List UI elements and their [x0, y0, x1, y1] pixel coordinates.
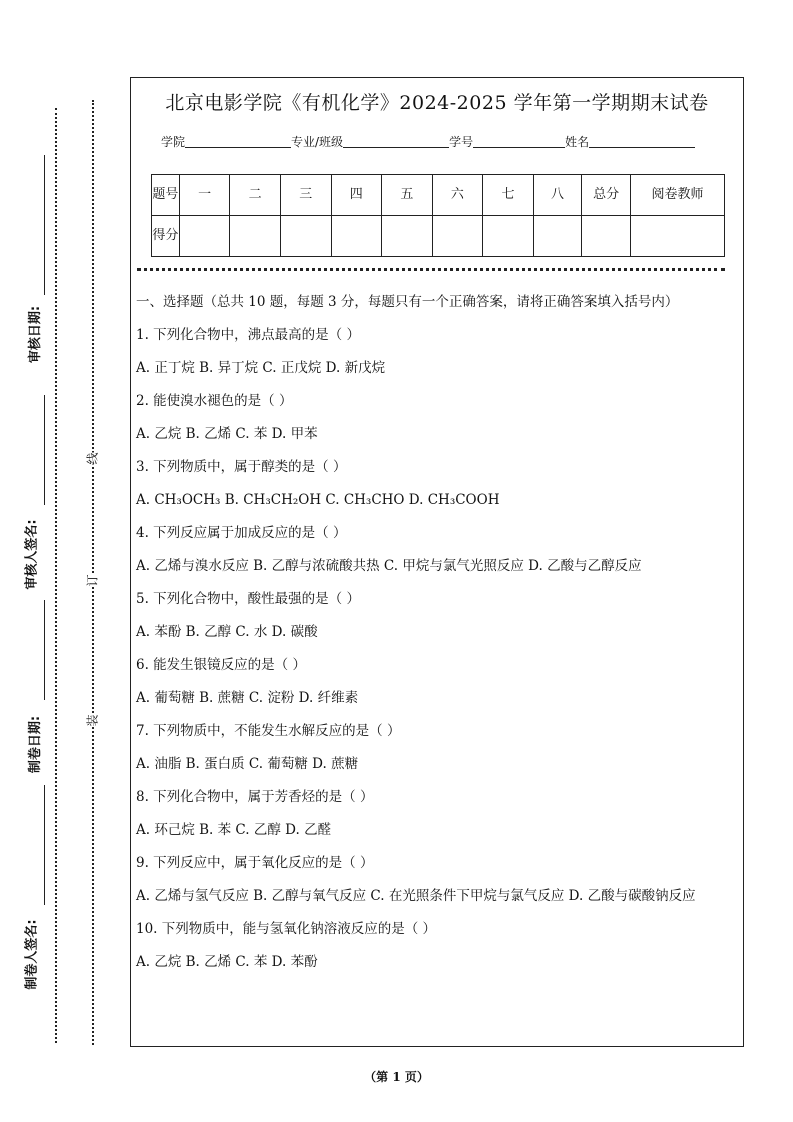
- question-7-options: A. 油脂 B. 蛋白质 C. 葡萄糖 D. 蔗糖: [136, 756, 359, 772]
- col-2: 二: [230, 175, 281, 216]
- score-cell[interactable]: [179, 216, 230, 257]
- name-label: 姓名: [565, 135, 590, 149]
- question-8-options: A. 环己烷 B. 苯 C. 乙醇 D. 乙醛: [136, 822, 332, 838]
- score-cell[interactable]: [382, 216, 433, 257]
- score-cell[interactable]: [230, 216, 281, 257]
- school-label: 学院: [161, 135, 186, 149]
- score-cell[interactable]: [280, 216, 331, 257]
- col-5: 五: [382, 175, 433, 216]
- question-3-options: A. CH₃OCH₃ B. CH₃CH₂OH C. CH₃CHO D. CH₃COOH: [136, 492, 500, 508]
- score-cell[interactable]: [483, 216, 534, 257]
- question-6: 6. 能发生银镜反应的是（ ）: [136, 657, 306, 673]
- reviewer-date-label: 审核日期:: [28, 305, 44, 364]
- binding-char-xian: 线: [82, 452, 103, 464]
- header-dotted-divider: [137, 268, 725, 271]
- question-10-options: A. 乙烷 B. 乙烯 C. 苯 D. 苯酚: [136, 954, 318, 970]
- major-label: 专业/班级: [291, 135, 344, 149]
- question-number-label: 题号: [152, 175, 180, 216]
- student-id-label: 学号: [449, 135, 474, 149]
- school-blank[interactable]: [185, 135, 291, 148]
- score-cell[interactable]: [533, 216, 582, 257]
- binding-dotted-line-inner: [92, 100, 94, 1045]
- major-blank[interactable]: [343, 135, 449, 148]
- maker-sign-label: 制卷人签名:: [24, 919, 40, 990]
- question-2-options: A. 乙烷 B. 乙烯 C. 苯 D. 甲苯: [136, 426, 318, 442]
- question-3: 3. 下列物质中，属于醇类的是（ ）: [136, 459, 347, 475]
- maker-date-label: 制卷日期:: [28, 715, 44, 774]
- reviewer-sign-label: 审核人签名:: [24, 519, 40, 590]
- score-label: 得分: [152, 216, 180, 257]
- student-info-row: [161, 133, 695, 150]
- reviewer-sign-line: [44, 395, 45, 505]
- question-2: 2. 能使溴水褪色的是（ ）: [136, 393, 293, 409]
- question-1: 1. 下列化合物中，沸点最高的是（ ）: [136, 327, 360, 343]
- col-1: 一: [179, 175, 230, 216]
- question-9: 9. 下列反应中，属于氧化反应的是（ ）: [136, 855, 374, 871]
- col-grader: 阅卷教师: [630, 175, 724, 216]
- score-cell[interactable]: [331, 216, 382, 257]
- maker-date-line: [44, 600, 45, 700]
- score-cell[interactable]: [630, 216, 724, 257]
- score-cell[interactable]: [432, 216, 483, 257]
- col-8: 八: [533, 175, 582, 216]
- question-6-options: A. 葡萄糖 B. 蔗糖 C. 淀粉 D. 纤维素: [136, 690, 359, 706]
- question-5: 5. 下列化合物中，酸性最强的是（ ）: [136, 591, 360, 607]
- binding-char-ding: 订: [82, 574, 103, 586]
- question-5-options: A. 苯酚 B. 乙醇 C. 水 D. 碳酸: [136, 624, 318, 640]
- exam-title: 北京电影学院《有机化学》2024-2025 学年第一学期期末试卷: [165, 92, 709, 114]
- score-cell[interactable]: [582, 216, 631, 257]
- page-number: （第 1 页）: [364, 1070, 429, 1084]
- score-table: [151, 174, 725, 257]
- student-id-blank[interactable]: [473, 135, 565, 148]
- question-4: 4. 下列反应属于加成反应的是（ ）: [136, 525, 347, 541]
- col-7: 七: [483, 175, 534, 216]
- col-4: 四: [331, 175, 382, 216]
- question-4-options: A. 乙烯与溴水反应 B. 乙醇与浓硫酸共热 C. 甲烷与氯气光照反应 D. 乙酸与乙醇反应: [136, 558, 642, 574]
- col-total: 总分: [582, 175, 631, 216]
- section-heading: 一、选择题（总共 10 题，每题 3 分，每题只有一个正确答案，请将正确答案填入括号内）: [136, 294, 679, 310]
- maker-sign-line: [44, 785, 45, 905]
- reviewer-date-line: [44, 155, 45, 295]
- binding-dotted-line-outer: [55, 108, 57, 1043]
- name-blank[interactable]: [589, 135, 695, 148]
- section-choice-questions: [136, 291, 742, 984]
- question-7: 7. 下列物质中，不能发生水解反应的是（ ）: [136, 723, 401, 739]
- question-1-options: A. 正丁烷 B. 异丁烷 C. 正戊烷 D. 新戊烷: [136, 360, 386, 376]
- question-9-options: A. 乙烯与氢气反应 B. 乙醇与氧气反应 C. 在光照条件下甲烷与氯气反应 D. 乙酸与碳酸钠反应: [136, 888, 696, 904]
- question-10: 10. 下列物质中，能与氢氧化钠溶液反应的是（ ）: [136, 921, 437, 937]
- exam-frame: [130, 77, 744, 1047]
- col-3: 三: [280, 175, 331, 216]
- question-8: 8. 下列化合物中，属于芳香烃的是（ ）: [136, 789, 374, 805]
- score-table-header-row: [152, 175, 725, 216]
- binding-char-zhuang: 装: [82, 714, 103, 726]
- col-6: 六: [432, 175, 483, 216]
- score-table-score-row: [152, 216, 725, 257]
